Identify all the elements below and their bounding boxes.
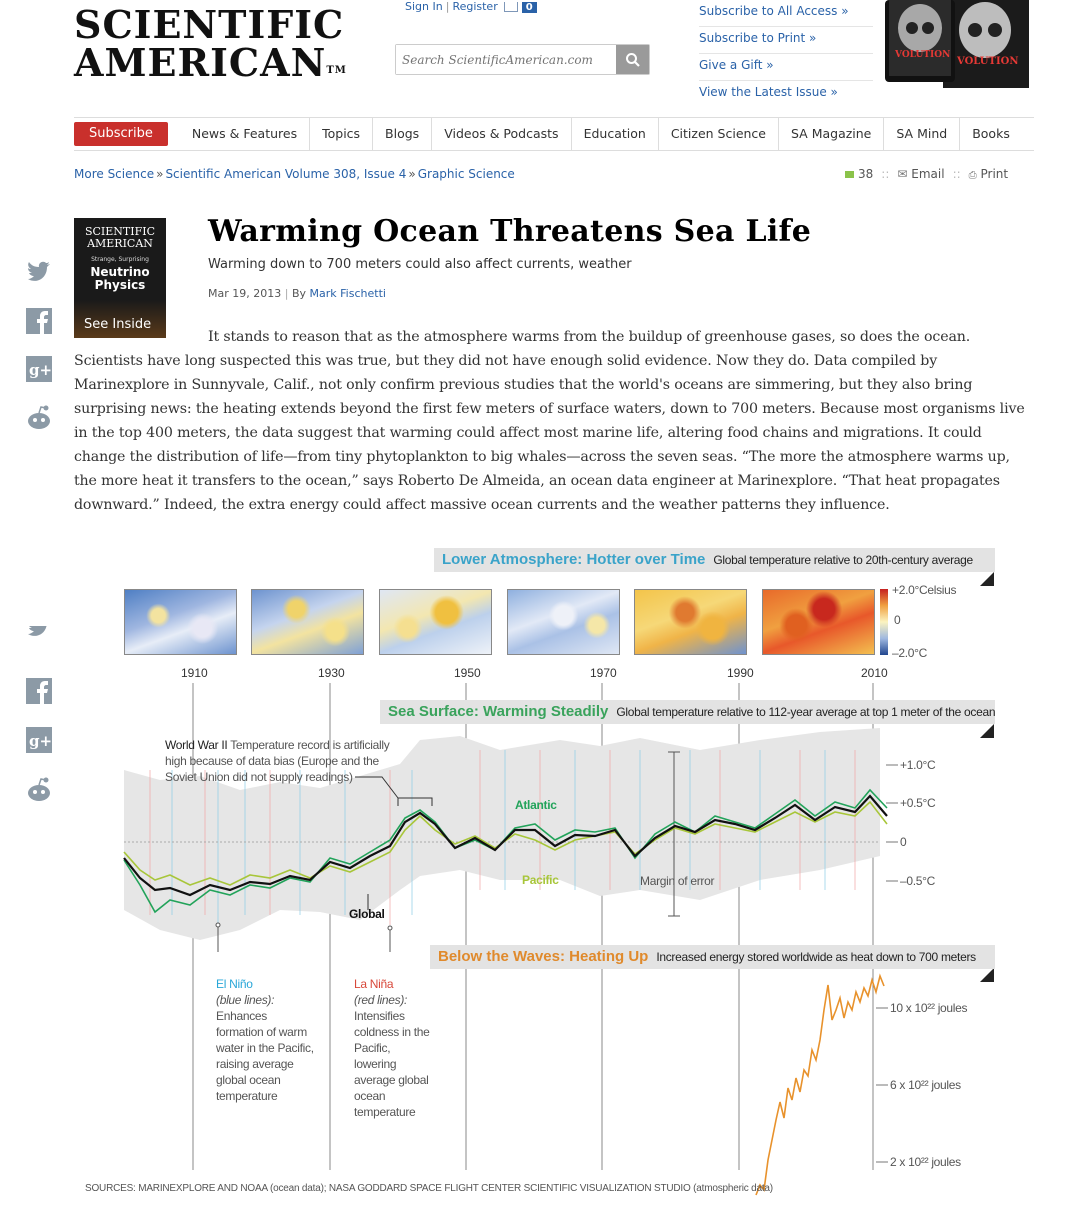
see-inside-label[interactable]: See Inside [84,317,152,332]
nav-citizen-science[interactable]: Citizen Science [659,117,779,151]
year-1970: 1970 [590,666,617,680]
cover-text-back: VOLUTION [957,56,1019,67]
comments-link[interactable]: 38 [845,167,873,181]
heat-tick-1: 10 x 10²² joules [890,1001,968,1015]
sea-tick-1: +1.0°C [900,758,936,772]
search-box [395,44,650,75]
heat-tick-2: 6 x 10²² joules [890,1078,961,1092]
reddit-icon[interactable] [25,404,53,432]
below-title: Below the Waves: Heating Up [438,948,649,965]
la-nina-sub: (red lines): [354,993,408,1007]
site-logo[interactable] [74,2,347,85]
nav-books[interactable]: Books [972,126,1010,141]
nav-news-features[interactable]: News & Features [180,117,310,151]
atm-title: Lower Atmosphere: Hotter over Time [442,551,706,568]
cover-image [885,0,1030,90]
thumb-mast: SCIENTIFIC AMERICAN [84,225,156,250]
byline [208,287,386,300]
breadcrumb-graphic-science[interactable]: Graphic Science [417,167,515,181]
year-2010: 2010 [861,666,888,680]
nav-topics[interactable]: Topics [310,117,373,151]
pacific-label: Pacific [522,873,559,887]
below-header [430,945,995,969]
cover-text-front: VOLUTION [895,50,951,60]
article-body: It stands to reason that as the atmosphere warms from the buildup of greenhouse gases, so does the ocean. Scientists have long suspected this was true, but they did not have enough solid evidence. Now they do. Data compiled by Marinexplore in Sunnyvale, Calif., not only confirm previous studies that the world's oceans are simmering, but they also bring surprising news: the heating extends beyond the first few meters of surface waters, down to 700 meters. Because most organisms live in the top 400 meters, the data suggest that warming could affect most marine life, altering food chains and migrations. It could change the distribution of life—from tiny phytoplankton to big whales—across the seven seas. “The more the atmosphere warms up, the more heat it transfers to the ocean,” says Roberto De Almeida, an ocean data engineer at Marinexplore. “That heat propagates downward.” Indeed, the extra energy could affect massive ocean currents and the weather patterns they influence. [74,329,1025,513]
article-date: Mar 19, 2013 [208,287,282,300]
nav-sa-magazine[interactable]: SA Magazine [779,117,884,151]
year-1910: 1910 [181,666,208,680]
by-label: By [291,287,307,300]
year-1990: 1990 [727,666,754,680]
ww2-annotation [165,737,405,785]
corner-mark [980,724,994,738]
register-link[interactable]: Register [452,0,498,13]
subscribe-all-access-link[interactable]: Subscribe to All Access » [699,0,873,27]
sea-tick-2: +0.5°C [900,796,936,810]
la-nina-annotation [354,976,434,1120]
thumb-topic: Neutrino Physics [90,265,150,292]
breadcrumb-sep: » [156,167,164,181]
el-nino-text: Enhances formation of warm water in the Pacific, raising average global ocean temperature [216,1009,314,1103]
subscribe-print-link[interactable]: Subscribe to Print » [699,27,873,54]
cart-icon[interactable] [504,2,518,12]
google-plus-icon-lower[interactable] [25,726,53,754]
magazine-thumbnail[interactable] [74,218,166,338]
below-subtitle: Increased energy stored worldwide as heat down to 700 meters [656,950,976,964]
scale-bot-label: –2.0°C [892,646,928,660]
logo-line-2: AMERICAN™ [74,40,347,85]
print-link[interactable]: ⎙ Print [968,167,1009,181]
author-link[interactable]: Mark Fischetti [309,287,386,300]
search-button[interactable] [616,45,649,74]
sign-in-link[interactable]: Sign In [405,0,443,13]
sources-credit: SOURCES: MARINEXPLORE AND NOAA (ocean data); NASA GODDARD SPACE FLIGHT CENTER SCIENTIFIC VISUALIZATION STUDIO (atmospheric data) [85,1183,773,1194]
facebook-icon-lower[interactable] [25,677,53,705]
auth-links [405,0,537,13]
atm-subtitle: Global temperature relative to 20th-century average [713,553,973,567]
auth-sep: | [445,0,450,13]
el-nino-annotation [216,976,316,1104]
article-title: Warming Ocean Threatens Sea Life [208,214,812,249]
comment-icon [845,171,854,178]
el-nino-sub: (blue lines): [216,993,275,1007]
email-link[interactable]: ✉ Email [897,167,945,181]
sea-subtitle: Global temperature relative to 112-year average at top 1 meter of the ocean [616,705,995,719]
tools-sep: :: [952,167,961,181]
issue-covers[interactable] [885,0,1030,90]
heat-tick-3: 2 x 10²² joules [890,1155,961,1169]
atlantic-label: Atlantic [515,798,557,812]
sea-tick-4: –0.5°C [900,874,936,888]
la-nina-text: Intensifies coldness in the Pacific, lowering average global ocean temperature [354,1009,430,1119]
sea-header [380,700,995,724]
nav-blogs[interactable]: Blogs [373,117,432,151]
twitter-icon[interactable] [25,259,53,287]
logo-tm: TM [326,65,347,76]
printer-icon: ⎙ [968,170,977,181]
la-nina-title: La Niña [354,977,394,991]
sea-tick-3: 0 [900,835,907,849]
search-input[interactable] [396,45,616,74]
subscribe-links [699,0,873,108]
year-1950: 1950 [454,666,481,680]
google-plus-icon[interactable] [25,355,53,383]
svg-text:g+: g+ [29,732,53,750]
scale-top-label: +2.0°Celsius [892,583,957,597]
year-1930: 1930 [318,666,345,680]
margin-label: Margin of error [640,874,715,888]
ww2-text: Temperature record is artificially high because of data bias (Europe and the Soviet Union did not supply readings) [165,738,390,784]
logo-line-1: SCIENTIFIC [74,2,345,47]
facebook-icon[interactable] [25,307,53,335]
envelope-icon: ✉ [897,167,908,181]
svg-text:g+: g+ [29,361,53,379]
tools-sep: :: [881,167,890,181]
el-nino-title: El Niño [216,977,253,991]
give-gift-link[interactable]: Give a Gift » [699,54,873,81]
corner-mark [980,968,994,982]
article-tools [845,167,1008,181]
thumb-kicker: Strange, Surprising [91,256,149,263]
global-label: Global [349,907,385,921]
infographic [0,540,1085,1213]
scale-mid-label: 0 [894,613,901,627]
search-icon [625,52,641,68]
latest-issue-link[interactable]: View the Latest Issue » [699,85,838,99]
ww2-label: World War II [165,738,228,752]
byline-sep: | [284,287,289,300]
breadcrumb-sep: » [408,167,416,181]
subscribe-button[interactable]: Subscribe [74,122,168,146]
reddit-icon-lower[interactable] [25,776,53,804]
article-dek: Warming down to 700 meters could also affect currents, weather [208,257,632,272]
breadcrumb-more-science[interactable]: More Science [74,167,155,181]
breadcrumb-volume[interactable]: Scientific American Volume 308, Issue 4 [165,167,407,181]
sea-title: Sea Surface: Warming Steadily [388,703,609,720]
nav-education[interactable]: Education [572,117,659,151]
breadcrumb [74,167,515,181]
nav-sa-mind[interactable]: SA Mind [884,117,960,151]
nav-videos-podcasts[interactable]: Videos & Podcasts [432,117,571,151]
main-nav [74,117,1034,151]
cart-count-badge: 0 [522,2,537,13]
twitter-icon-lower[interactable] [25,626,53,642]
